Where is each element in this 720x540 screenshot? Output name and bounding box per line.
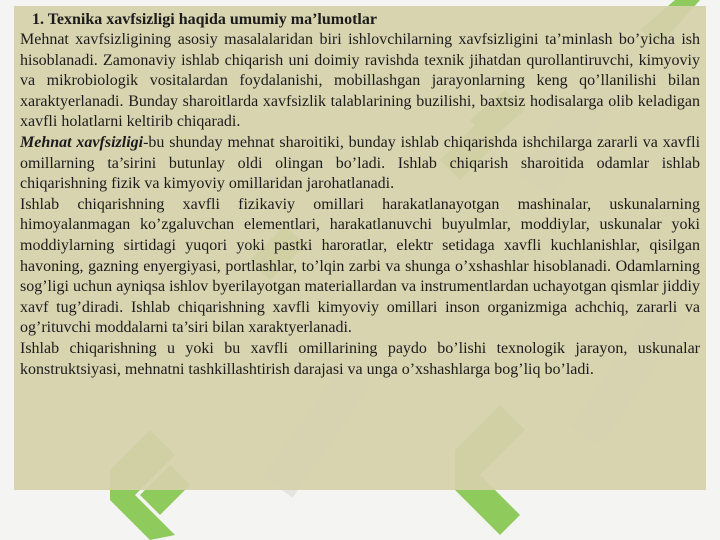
paragraph-3-text: Ishlab chiqarishning xavfli fizikaviy omillari harakatlanayotgan mashinalar, uskunalarning himoyalanmagan ko’zgaluvchan elementlari, harakatlanuvchi buyulmlar, moddiylar, uskunalar yoki moddiylarning sirtidagi yuqori yoki pastki haroratlar, elektr setidaga xavfli kuchlanishlar, qisilgan havoning, gazning enyergiyasi, portlashlar, to’lqin zarbi va shunga o’xshashlar hisoblanadi. Odamlarning sog’ligi uchun ayniqsa ishlov byerilayotgan materiallardan va instrumentlardan uchayotgan qismlar jiddiy xavf tug’diradi. Ishlab chiqarishning xavfli kimyoviy omillari inson organizmiga achchiq, zararli va og’rituvchi moddalarni ta’siri bilan xaraktyerlanadi. bbox=[20, 195, 700, 337]
paragraph-3 bbox=[20, 195, 700, 339]
paragraph-1-text: Mehnat xavfsizligining asosiy masalalaridan biri ishlovchilarning xavfsizligini ta’minlash bo’yicha ish hisoblanadi. Zamonaviy ishlab chiqarish uni doimiy ravishda texnik jihatdan qurollantiruvchi, kimyoviy va mikrobiologik vositalardan foydalanishi, mobillashgan jarayonlarning keng qo’llanilishi bilan xaraktyerlanadi. Bunday sharoitlarda xavfsizlik talablarining buzilishi, baxtsiz hodisalarga olib keladigan xavfli holatlarni keltirib chiqaradi. bbox=[20, 31, 700, 131]
paragraph-1 bbox=[20, 30, 700, 133]
paragraph-2-term: Mehnat xavfsizligi bbox=[20, 133, 144, 151]
section-heading: 1. Texnika xavfsizligi haqida umumiy ma’lumotlar bbox=[32, 11, 377, 28]
slide-text-box bbox=[14, 6, 706, 490]
paragraph-4-text: Ishlab chiqarishning u yoki bu xavfli omillarining paydo bo’lishi texnologik jarayon, uskunalar konstruktsiyasi, mehnatni tashkillashtirish darajasi va unga o’xshashlarga bog’liq bo’ladi. bbox=[20, 339, 700, 378]
paragraph-4 bbox=[20, 339, 700, 380]
paragraph-2-text: -bu shunday mehnat sharoitiki, bunday ishlab chiqarishda ishchilarga zararli va xavfli omillarning ta’sirini butunlay oldi olingan bo’ladi. Ishlab chiqarish sharoitida odamlar ishlab chiqarishning fizik va kimyoviy omillaridan jarohatlanadi. bbox=[20, 133, 701, 193]
paragraph-2 bbox=[20, 133, 700, 195]
